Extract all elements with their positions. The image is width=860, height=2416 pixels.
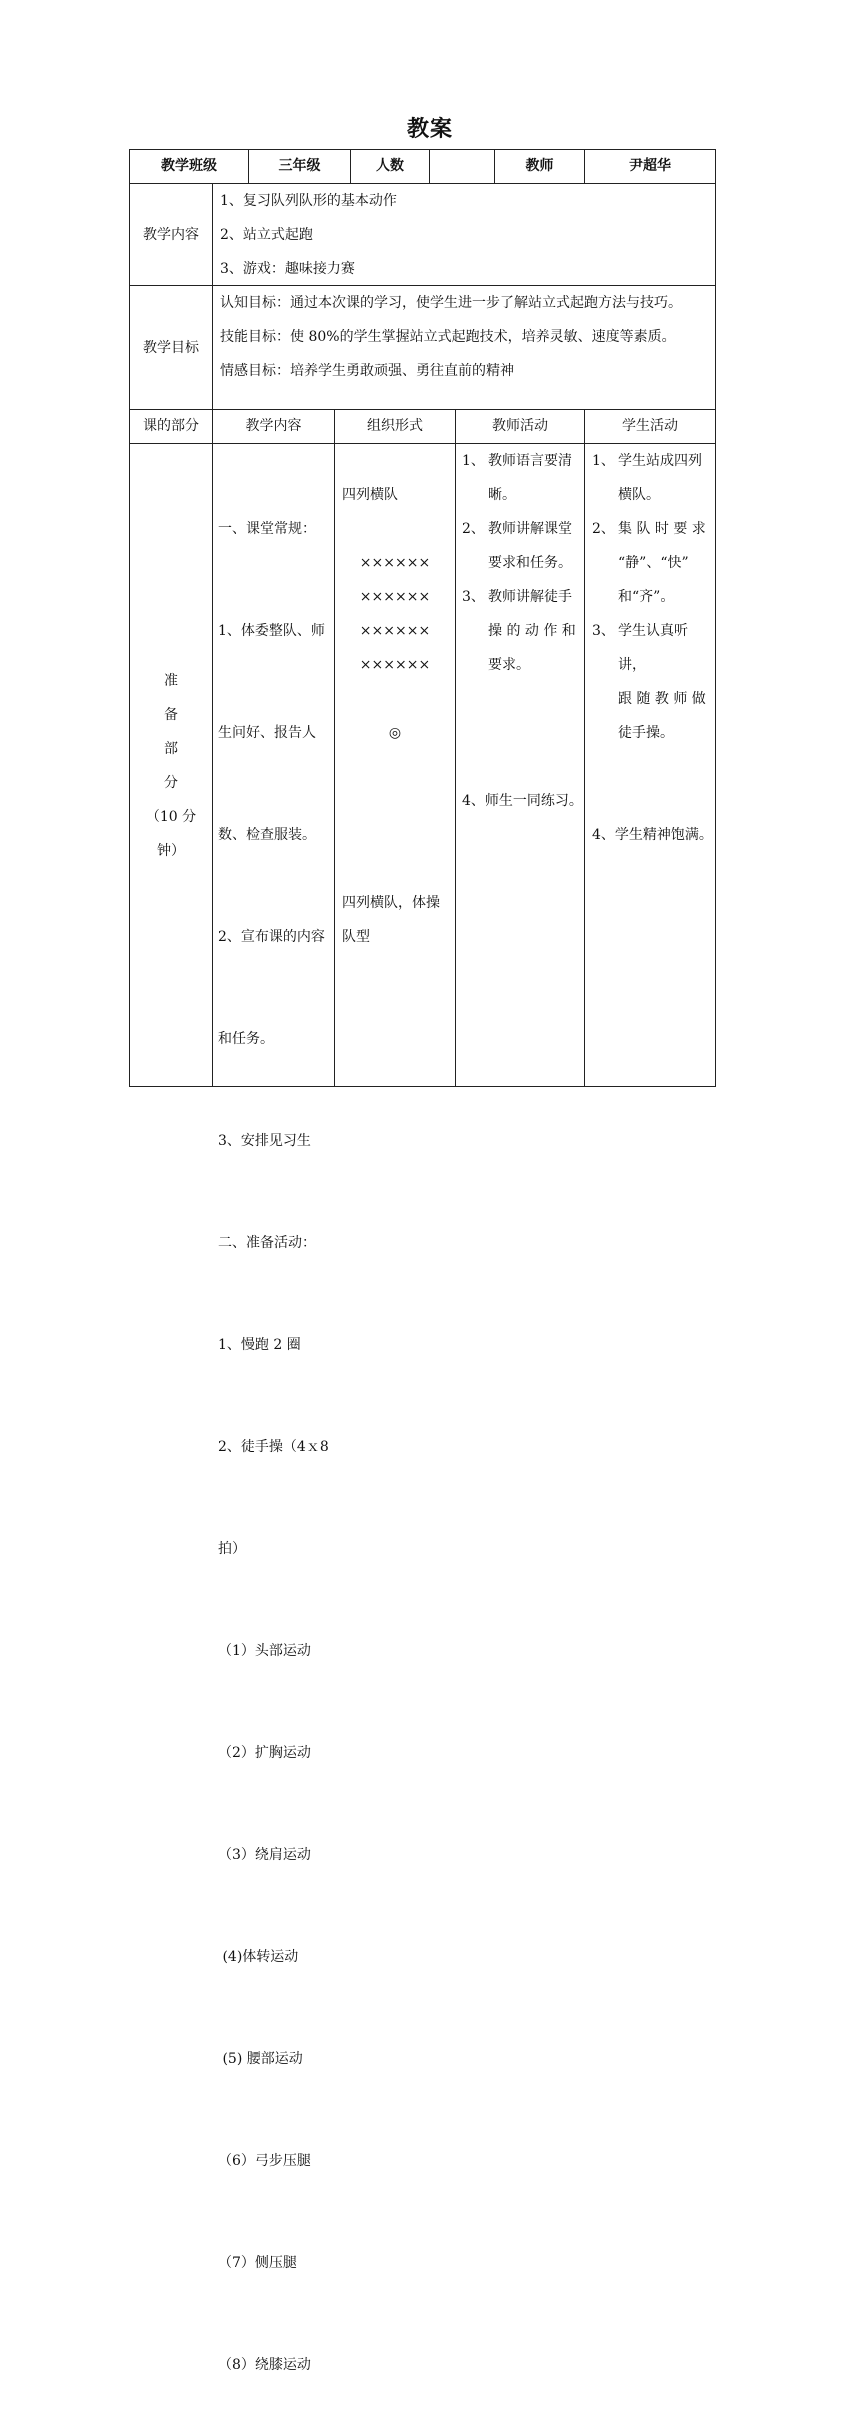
- teacher-activity-line: 1、 教师语言要清: [462, 453, 572, 469]
- prep-content-line: 2、宣布课的内容: [218, 929, 325, 945]
- col-header-student-activity: 学生活动: [622, 418, 678, 434]
- formation-row: ××××××: [359, 623, 431, 639]
- teacher-activity-line: 晰。: [488, 487, 516, 503]
- formation-row: ××××××: [359, 657, 431, 673]
- student-activity-line: 2、 集 队 时 要 求: [592, 521, 706, 537]
- class-label: 教学班级: [161, 158, 217, 174]
- teacher-activity-line: 2、 教师讲解课堂: [462, 521, 572, 537]
- prep-part-char: 部: [164, 741, 178, 757]
- goal-item: 认知目标：通过本次课的学习，使学生进一步了解站立式起跑方法与技巧。: [220, 295, 682, 311]
- goals-section-label: 教学目标: [143, 340, 199, 356]
- formation-row: ××××××: [359, 589, 431, 605]
- teacher-activity: [462, 444, 578, 682]
- teacher-activity-line: 3、 教师讲解徒手: [462, 589, 572, 605]
- teacher-activity-line: 要求和任务。: [488, 555, 572, 571]
- content-item: 2、站立式起跑: [220, 227, 313, 243]
- prep-part-char: 准: [164, 673, 178, 689]
- count-label: 人数: [376, 158, 404, 174]
- formation2-line: 四列横队，体操: [342, 895, 440, 911]
- prep-part-char: （10 分: [145, 809, 197, 825]
- teacher-activity-extra: 4、师生一同练习。: [462, 793, 583, 809]
- col-header-part: 课的部分: [143, 418, 199, 434]
- prep-part-char: 备: [164, 707, 178, 723]
- prep-content-line: （8）绕膝运动: [218, 2357, 311, 2373]
- prep-content-line: 拍）: [218, 1541, 246, 1557]
- col-header-content: 教学内容: [245, 418, 302, 434]
- student-activity-line: 和“齐”。: [618, 589, 675, 605]
- prep-content-line: 生问好、报告人: [218, 725, 316, 741]
- student-activity-line: 1、 学生站成四列: [592, 453, 702, 469]
- student-activity-line: 3、 学生认真听讲，: [592, 623, 688, 673]
- content-item: 1、复习队列队形的基本动作: [220, 193, 397, 209]
- teacher-value: 尹超华: [629, 158, 671, 174]
- student-activity-line: 徒手操。: [618, 725, 674, 741]
- prep-content-line: （7）侧压腿: [218, 2255, 297, 2271]
- teacher-activity-line: 要求。: [488, 657, 530, 673]
- teacher-position-symbol: ◎: [388, 725, 402, 741]
- col-header-teacher-activity: 教师活动: [492, 418, 548, 434]
- class-value: 三年级: [278, 158, 321, 174]
- prep-part-label: [130, 664, 212, 868]
- goal-item: 情感目标：培养学生勇敢顽强、勇往直前的精神: [220, 363, 514, 379]
- prep-content-line: 二、准备活动：: [218, 1235, 316, 1251]
- student-activity-line: 跟 随 教 师 做: [618, 691, 706, 707]
- student-activity: [592, 444, 710, 750]
- prep-content-line: 一、课堂常规：: [218, 521, 316, 537]
- prep-content-line: 2、徒手操（4ｘ8: [218, 1439, 329, 1455]
- prep-part-char: 分: [164, 775, 178, 791]
- teacher-label: 教师: [525, 158, 554, 174]
- prep-content-line: 1、慢跑 2 圈: [218, 1337, 301, 1353]
- col-header-organization: 组织形式: [367, 418, 423, 434]
- prep-content-line: 数、检查服装。: [218, 827, 316, 843]
- prep-content: [218, 444, 332, 2416]
- content-section-label: 教学内容: [143, 227, 199, 243]
- student-activity-extra: 4、学生精神饱满。: [592, 827, 713, 843]
- formation-row: ××××××: [359, 555, 431, 571]
- prep-content-line: (5) 腰部运动: [218, 2051, 303, 2067]
- formation-label: 四列横队: [342, 487, 398, 503]
- prep-content-line: 1、体委整队、师: [218, 623, 325, 639]
- prep-content-line: （3）绕肩运动: [218, 1847, 311, 1863]
- prep-content-line: 和任务。: [218, 1031, 274, 1047]
- prep-content-line: （6）弓步压腿: [218, 2153, 311, 2169]
- content-item: 3、游戏：趣味接力赛: [220, 261, 355, 277]
- page-title: 教案: [406, 117, 453, 142]
- prep-content-line: （1）头部运动: [218, 1643, 311, 1659]
- goal-item: 技能目标：使 80%的学生掌握站立式起跑技术，培养灵敏、速度等素质。: [220, 329, 676, 345]
- formation2-line: 队型: [342, 929, 370, 945]
- teacher-activity-line: 操 的 动 作 和: [488, 623, 576, 639]
- student-activity-line: 横队。: [618, 487, 660, 503]
- prep-content-line: (4)体转运动: [218, 1949, 299, 1965]
- prep-part-char: 钟）: [157, 843, 185, 859]
- prep-content-line: 3、安排见习生: [218, 1133, 311, 1149]
- student-activity-line: “静”、“快”: [618, 555, 689, 571]
- prep-content-line: （2）扩胸运动: [218, 1745, 311, 1761]
